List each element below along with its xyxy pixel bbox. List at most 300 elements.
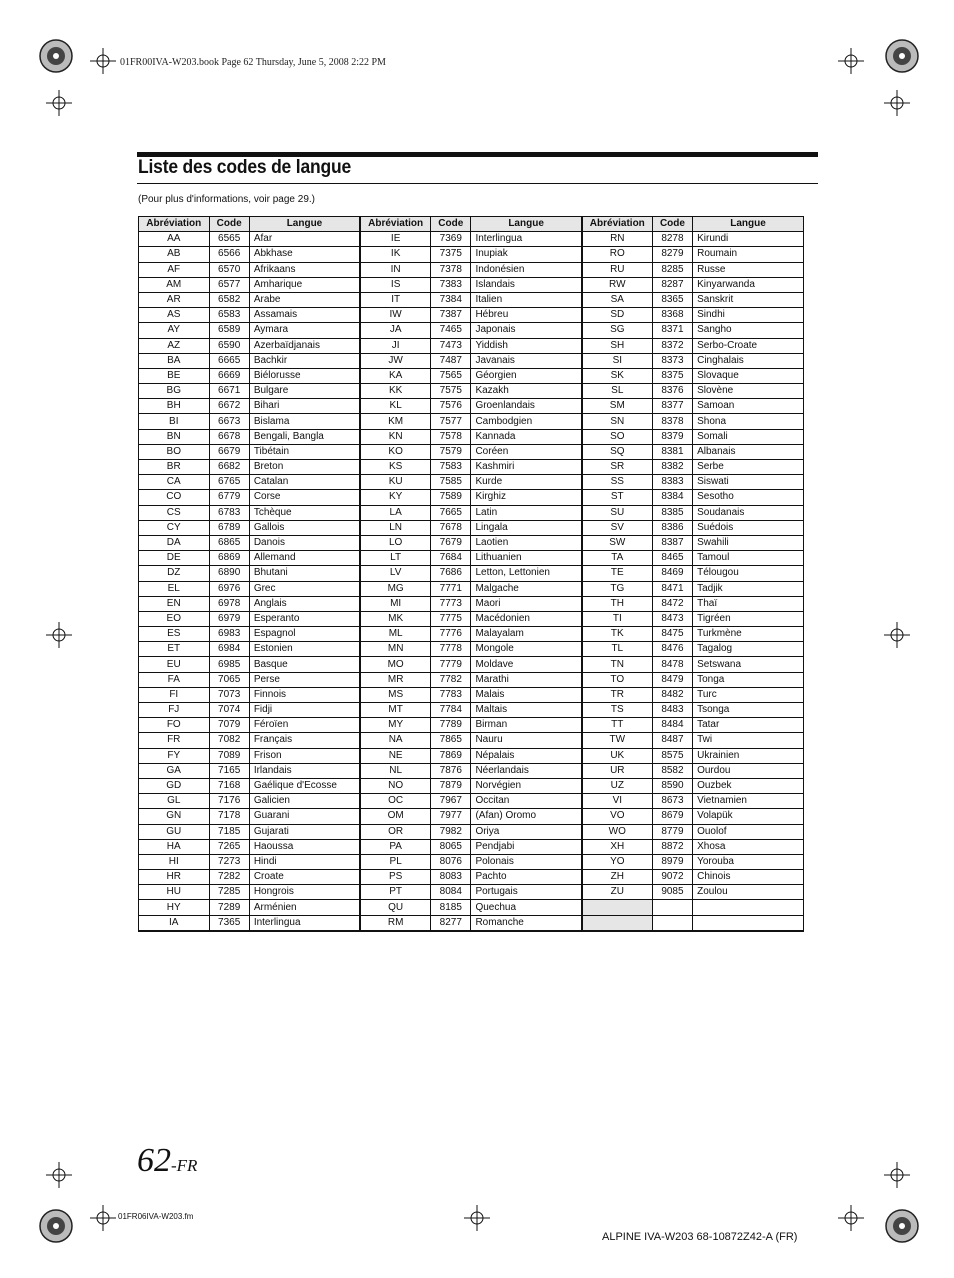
abbreviation-cell: CO [139, 490, 210, 505]
language-cell: Tibétain [249, 444, 360, 459]
abbreviation-cell: ES [139, 627, 210, 642]
abbreviation-cell: BO [139, 444, 210, 459]
abbreviation-cell: EL [139, 581, 210, 596]
abbreviation-cell: TH [582, 596, 653, 611]
language-cell: (Afan) Oromo [471, 809, 582, 824]
table-row [139, 429, 804, 444]
language-cell: Portugais [471, 885, 582, 900]
abbreviation-cell: TO [582, 672, 653, 687]
page-number-value: 62 [137, 1142, 171, 1179]
abbreviation-cell: SG [582, 323, 653, 338]
abbreviation-cell: GD [139, 778, 210, 793]
code-cell: 6671 [209, 384, 249, 399]
language-cell: Haoussa [249, 839, 360, 854]
code-cell: 8779 [652, 824, 692, 839]
abbreviation-cell: OR [360, 824, 431, 839]
language-cell: Occitan [471, 794, 582, 809]
language-cell: Tigréen [693, 611, 804, 626]
language-cell: Chinois [693, 870, 804, 885]
abbreviation-cell: KS [360, 460, 431, 475]
code-cell: 7977 [431, 809, 471, 824]
code-cell: 7879 [431, 778, 471, 793]
language-cell: Kannada [471, 429, 582, 444]
abbreviation-cell: IK [360, 247, 431, 262]
language-cell: Azerbaïdjanais [249, 338, 360, 353]
abbreviation-cell: CA [139, 475, 210, 490]
language-cell: Quechua [471, 900, 582, 915]
abbreviation-cell: MK [360, 611, 431, 626]
abbreviation-cell: BN [139, 429, 210, 444]
code-cell: 6984 [209, 642, 249, 657]
abbreviation-cell: HI [139, 854, 210, 869]
code-cell: 7089 [209, 748, 249, 763]
abbreviation-cell: NE [360, 748, 431, 763]
language-cell: Hébreu [471, 308, 582, 323]
table-header-row [139, 217, 804, 232]
language-cell: Yorouba [693, 854, 804, 869]
abbreviation-cell: HR [139, 870, 210, 885]
abbreviation-cell: DE [139, 551, 210, 566]
abbreviation-cell: NL [360, 763, 431, 778]
crosshair-mark-top-left [90, 48, 116, 74]
code-cell: 8372 [652, 338, 692, 353]
code-cell: 8371 [652, 323, 692, 338]
abbreviation-cell: ML [360, 627, 431, 642]
abbreviation-cell: TT [582, 718, 653, 733]
abbreviation-cell: PT [360, 885, 431, 900]
table-row [139, 611, 804, 626]
abbreviation-cell: SV [582, 520, 653, 535]
abbreviation-cell: BG [139, 384, 210, 399]
abbreviation-cell: GN [139, 809, 210, 824]
code-cell: 8483 [652, 703, 692, 718]
abbreviation-cell: TR [582, 687, 653, 702]
crosshair-mark-bottom-center [464, 1205, 490, 1231]
abbreviation-cell: KY [360, 490, 431, 505]
language-cell: Ukrainien [693, 748, 804, 763]
code-cell: 6673 [209, 414, 249, 429]
language-cell: Pendjabi [471, 839, 582, 854]
code-cell: 7369 [431, 232, 471, 247]
table-row [139, 642, 804, 657]
abbreviation-cell: XH [582, 839, 653, 854]
language-cell: Laotien [471, 535, 582, 550]
table-row [139, 505, 804, 520]
language-cell: Roumain [693, 247, 804, 262]
language-cell: Anglais [249, 596, 360, 611]
abbreviation-cell: DZ [139, 566, 210, 581]
column-header-abbreviation: Abréviation [582, 217, 653, 232]
abbreviation-cell: CY [139, 520, 210, 535]
language-cell: Pachto [471, 870, 582, 885]
print-header: 01FR00IVA-W203.book Page 62 Thursday, June 5, 2008 2:22 PM [120, 57, 386, 68]
language-cell: Gujarati [249, 824, 360, 839]
language-cell: Népalais [471, 748, 582, 763]
code-cell: 7583 [431, 460, 471, 475]
abbreviation-cell: LV [360, 566, 431, 581]
code-cell: 8479 [652, 672, 692, 687]
abbreviation-cell: MI [360, 596, 431, 611]
language-cell: Volapük [693, 809, 804, 824]
abbreviation-cell: TL [582, 642, 653, 657]
language-cell: Siswati [693, 475, 804, 490]
code-cell: 6577 [209, 277, 249, 292]
column-header-language: Langue [693, 217, 804, 232]
abbreviation-cell: PS [360, 870, 431, 885]
abbreviation-cell: VO [582, 809, 653, 824]
table-row [139, 262, 804, 277]
crosshair-mark-top-right [838, 48, 864, 74]
code-cell: 6783 [209, 505, 249, 520]
abbreviation-cell: SA [582, 292, 653, 307]
code-cell: 6682 [209, 460, 249, 475]
abbreviation-cell: IN [360, 262, 431, 277]
code-cell: 7869 [431, 748, 471, 763]
language-cell: Turc [693, 687, 804, 702]
language-cell: Tchèque [249, 505, 360, 520]
table-row [139, 915, 804, 931]
crosshair-mark-bottom-right [838, 1205, 864, 1231]
abbreviation-cell: AZ [139, 338, 210, 353]
abbreviation-cell: MR [360, 672, 431, 687]
language-cell: Maori [471, 596, 582, 611]
language-cell: Kashmiri [471, 460, 582, 475]
language-cell: Néerlandais [471, 763, 582, 778]
table-row [139, 703, 804, 718]
code-cell: 6789 [209, 520, 249, 535]
abbreviation-cell: GL [139, 794, 210, 809]
code-cell: 7678 [431, 520, 471, 535]
code-cell: 7784 [431, 703, 471, 718]
code-cell: 8582 [652, 763, 692, 778]
code-cell: 7473 [431, 338, 471, 353]
language-cell: Javanais [471, 353, 582, 368]
language-cell: Lingala [471, 520, 582, 535]
language-cell: Corse [249, 490, 360, 505]
code-cell: 7579 [431, 444, 471, 459]
language-cell: Hindi [249, 854, 360, 869]
code-cell: 6570 [209, 262, 249, 277]
code-cell: 8979 [652, 854, 692, 869]
code-cell: 6566 [209, 247, 249, 262]
abbreviation-cell: BI [139, 414, 210, 429]
code-cell: 8385 [652, 505, 692, 520]
language-cell: Bhutani [249, 566, 360, 581]
abbreviation-cell: OM [360, 809, 431, 824]
code-cell: 8487 [652, 733, 692, 748]
column-header-code: Code [652, 217, 692, 232]
abbreviation-cell: SU [582, 505, 653, 520]
abbreviation-cell: IE [360, 232, 431, 247]
code-cell: 8279 [652, 247, 692, 262]
code-cell: 7775 [431, 611, 471, 626]
abbreviation-cell: TA [582, 551, 653, 566]
language-cell: Kurde [471, 475, 582, 490]
abbreviation-cell: KM [360, 414, 431, 429]
crosshair-mark-bottom-left [90, 1205, 116, 1231]
code-cell: 8277 [431, 915, 471, 931]
code-cell: 6672 [209, 399, 249, 414]
abbreviation-cell: FA [139, 672, 210, 687]
table-row [139, 444, 804, 459]
footer-file-name: 01FR06IVA-W203.fm [118, 1212, 194, 1221]
abbreviation-cell: TK [582, 627, 653, 642]
language-cell: Russe [693, 262, 804, 277]
abbreviation-cell: AY [139, 323, 210, 338]
language-cell: Géorgien [471, 368, 582, 383]
language-cell: Hongrois [249, 885, 360, 900]
abbreviation-cell: EO [139, 611, 210, 626]
code-cell: 8379 [652, 429, 692, 444]
column-header-code: Code [431, 217, 471, 232]
table-row [139, 839, 804, 854]
abbreviation-cell: ST [582, 490, 653, 505]
table-row [139, 763, 804, 778]
language-cell: Arménien [249, 900, 360, 915]
abbreviation-cell: IW [360, 308, 431, 323]
code-cell: 7365 [209, 915, 249, 931]
language-cell: Basque [249, 657, 360, 672]
abbreviation-cell: AF [139, 262, 210, 277]
title-bottom-rule [137, 183, 818, 184]
code-cell: 9072 [652, 870, 692, 885]
language-cell: Sindhi [693, 308, 804, 323]
abbreviation-cell: UK [582, 748, 653, 763]
code-cell: 8575 [652, 748, 692, 763]
language-cell: Malayalam [471, 627, 582, 642]
code-cell: 8478 [652, 657, 692, 672]
code-cell: 8387 [652, 535, 692, 550]
table-row [139, 581, 804, 596]
code-cell: 8368 [652, 308, 692, 323]
language-cell: Tagalog [693, 642, 804, 657]
code-cell: 6678 [209, 429, 249, 444]
language-cell: Malais [471, 687, 582, 702]
language-cell: Bihari [249, 399, 360, 414]
abbreviation-cell: HY [139, 900, 210, 915]
language-cell: Lithuanien [471, 551, 582, 566]
code-cell: 8076 [431, 854, 471, 869]
table-row [139, 232, 804, 247]
abbreviation-cell: NA [360, 733, 431, 748]
code-cell: 8377 [652, 399, 692, 414]
language-cell: Slovaque [693, 368, 804, 383]
table-row [139, 794, 804, 809]
table-row [139, 490, 804, 505]
table-row [139, 551, 804, 566]
abbreviation-cell: TW [582, 733, 653, 748]
language-cell: Groenlandais [471, 399, 582, 414]
language-cell: Danois [249, 535, 360, 550]
language-cell: Galicien [249, 794, 360, 809]
abbreviation-cell: TI [582, 611, 653, 626]
code-cell: 6582 [209, 292, 249, 307]
language-cell: Malgache [471, 581, 582, 596]
abbreviation-cell: FO [139, 718, 210, 733]
abbreviation-cell: JA [360, 323, 431, 338]
abbreviation-cell: SI [582, 353, 653, 368]
language-cell: Mongole [471, 642, 582, 657]
code-cell: 7079 [209, 718, 249, 733]
language-cell: Assamais [249, 308, 360, 323]
abbreviation-cell [582, 915, 653, 931]
code-cell: 6589 [209, 323, 249, 338]
language-cell: Tonga [693, 672, 804, 687]
language-cell [693, 915, 804, 931]
abbreviation-cell: KA [360, 368, 431, 383]
code-cell: 8476 [652, 642, 692, 657]
table-body [139, 232, 804, 931]
code-cell: 7282 [209, 870, 249, 885]
abbreviation-cell: JW [360, 353, 431, 368]
language-cell: Ouzbek [693, 778, 804, 793]
abbreviation-cell: RO [582, 247, 653, 262]
table-row [139, 748, 804, 763]
code-cell: 8382 [652, 460, 692, 475]
abbreviation-cell: RN [582, 232, 653, 247]
language-cell: Arabe [249, 292, 360, 307]
language-cell: Catalan [249, 475, 360, 490]
column-header-language: Langue [471, 217, 582, 232]
code-cell: 8465 [652, 551, 692, 566]
table-row [139, 566, 804, 581]
table-row [139, 277, 804, 292]
code-cell: 7684 [431, 551, 471, 566]
code-cell: 7771 [431, 581, 471, 596]
abbreviation-cell: MO [360, 657, 431, 672]
code-cell: 7865 [431, 733, 471, 748]
language-cell: Latin [471, 505, 582, 520]
language-cell: Aymara [249, 323, 360, 338]
table-row [139, 535, 804, 550]
abbreviation-cell: MT [360, 703, 431, 718]
code-cell: 7074 [209, 703, 249, 718]
language-cell: Sesotho [693, 490, 804, 505]
language-cell: Swahili [693, 535, 804, 550]
language-cell: Slovène [693, 384, 804, 399]
language-cell: Soudanais [693, 505, 804, 520]
code-cell: 8285 [652, 262, 692, 277]
abbreviation-cell: YO [582, 854, 653, 869]
abbreviation-cell: RU [582, 262, 653, 277]
code-cell: 8083 [431, 870, 471, 885]
column-header-code: Code [209, 217, 249, 232]
crosshair-mark-left-upper [46, 90, 72, 116]
abbreviation-cell: UZ [582, 778, 653, 793]
code-cell: 8383 [652, 475, 692, 490]
language-cell: Grec [249, 581, 360, 596]
language-cell: Perse [249, 672, 360, 687]
abbreviation-cell: GA [139, 763, 210, 778]
abbreviation-cell: SM [582, 399, 653, 414]
code-cell: 7285 [209, 885, 249, 900]
code-cell: 7082 [209, 733, 249, 748]
language-cell: Nauru [471, 733, 582, 748]
abbreviation-cell: FI [139, 687, 210, 702]
language-cell: Ouolof [693, 824, 804, 839]
code-cell: 7378 [431, 262, 471, 277]
language-cell: Fidji [249, 703, 360, 718]
table-row [139, 627, 804, 642]
language-cell: Coréen [471, 444, 582, 459]
abbreviation-cell: QU [360, 900, 431, 915]
abbreviation-cell: IS [360, 277, 431, 292]
abbreviation-cell: RW [582, 277, 653, 292]
table-row [139, 338, 804, 353]
table-row [139, 384, 804, 399]
code-cell: 6779 [209, 490, 249, 505]
abbreviation-cell: SQ [582, 444, 653, 459]
code-cell: 7384 [431, 292, 471, 307]
table-row [139, 657, 804, 672]
crosshair-mark-left-lower [46, 1162, 72, 1188]
table-row [139, 885, 804, 900]
abbreviation-cell: FY [139, 748, 210, 763]
language-cell: Maltais [471, 703, 582, 718]
language-cell: Shona [693, 414, 804, 429]
code-cell: 8673 [652, 794, 692, 809]
code-cell: 7773 [431, 596, 471, 611]
code-cell: 7465 [431, 323, 471, 338]
language-cell: Italien [471, 292, 582, 307]
code-cell: 8469 [652, 566, 692, 581]
code-cell: 8482 [652, 687, 692, 702]
code-cell [652, 900, 692, 915]
code-cell: 8375 [652, 368, 692, 383]
abbreviation-cell: TN [582, 657, 653, 672]
language-cell: Setswana [693, 657, 804, 672]
code-cell: 6665 [209, 353, 249, 368]
language-cell: Guarani [249, 809, 360, 824]
language-cell: Tsonga [693, 703, 804, 718]
table-row [139, 809, 804, 824]
code-cell: 6679 [209, 444, 249, 459]
abbreviation-cell: SR [582, 460, 653, 475]
code-cell: 7565 [431, 368, 471, 383]
language-cell: Yiddish [471, 338, 582, 353]
abbreviation-cell: ZU [582, 885, 653, 900]
page-number [137, 1142, 197, 1180]
abbreviation-cell: FR [139, 733, 210, 748]
code-cell: 8386 [652, 520, 692, 535]
language-cell: Inupiak [471, 247, 582, 262]
abbreviation-cell: TE [582, 566, 653, 581]
table-row [139, 460, 804, 475]
abbreviation-cell: KK [360, 384, 431, 399]
code-cell: 8185 [431, 900, 471, 915]
language-cell: Afar [249, 232, 360, 247]
language-cell: Moldave [471, 657, 582, 672]
code-cell: 7782 [431, 672, 471, 687]
code-cell: 8475 [652, 627, 692, 642]
code-cell: 8384 [652, 490, 692, 505]
table-row [139, 323, 804, 338]
abbreviation-cell: KO [360, 444, 431, 459]
code-cell: 8278 [652, 232, 692, 247]
code-cell: 8084 [431, 885, 471, 900]
abbreviation-cell: AM [139, 277, 210, 292]
abbreviation-cell: BA [139, 353, 210, 368]
abbreviation-cell: BR [139, 460, 210, 475]
column-header-abbreviation: Abréviation [139, 217, 210, 232]
abbreviation-cell: PL [360, 854, 431, 869]
abbreviation-cell: HA [139, 839, 210, 854]
abbreviation-cell: WO [582, 824, 653, 839]
code-cell: 7578 [431, 429, 471, 444]
code-cell: 8381 [652, 444, 692, 459]
code-cell: 7575 [431, 384, 471, 399]
language-cell: Féroïen [249, 718, 360, 733]
